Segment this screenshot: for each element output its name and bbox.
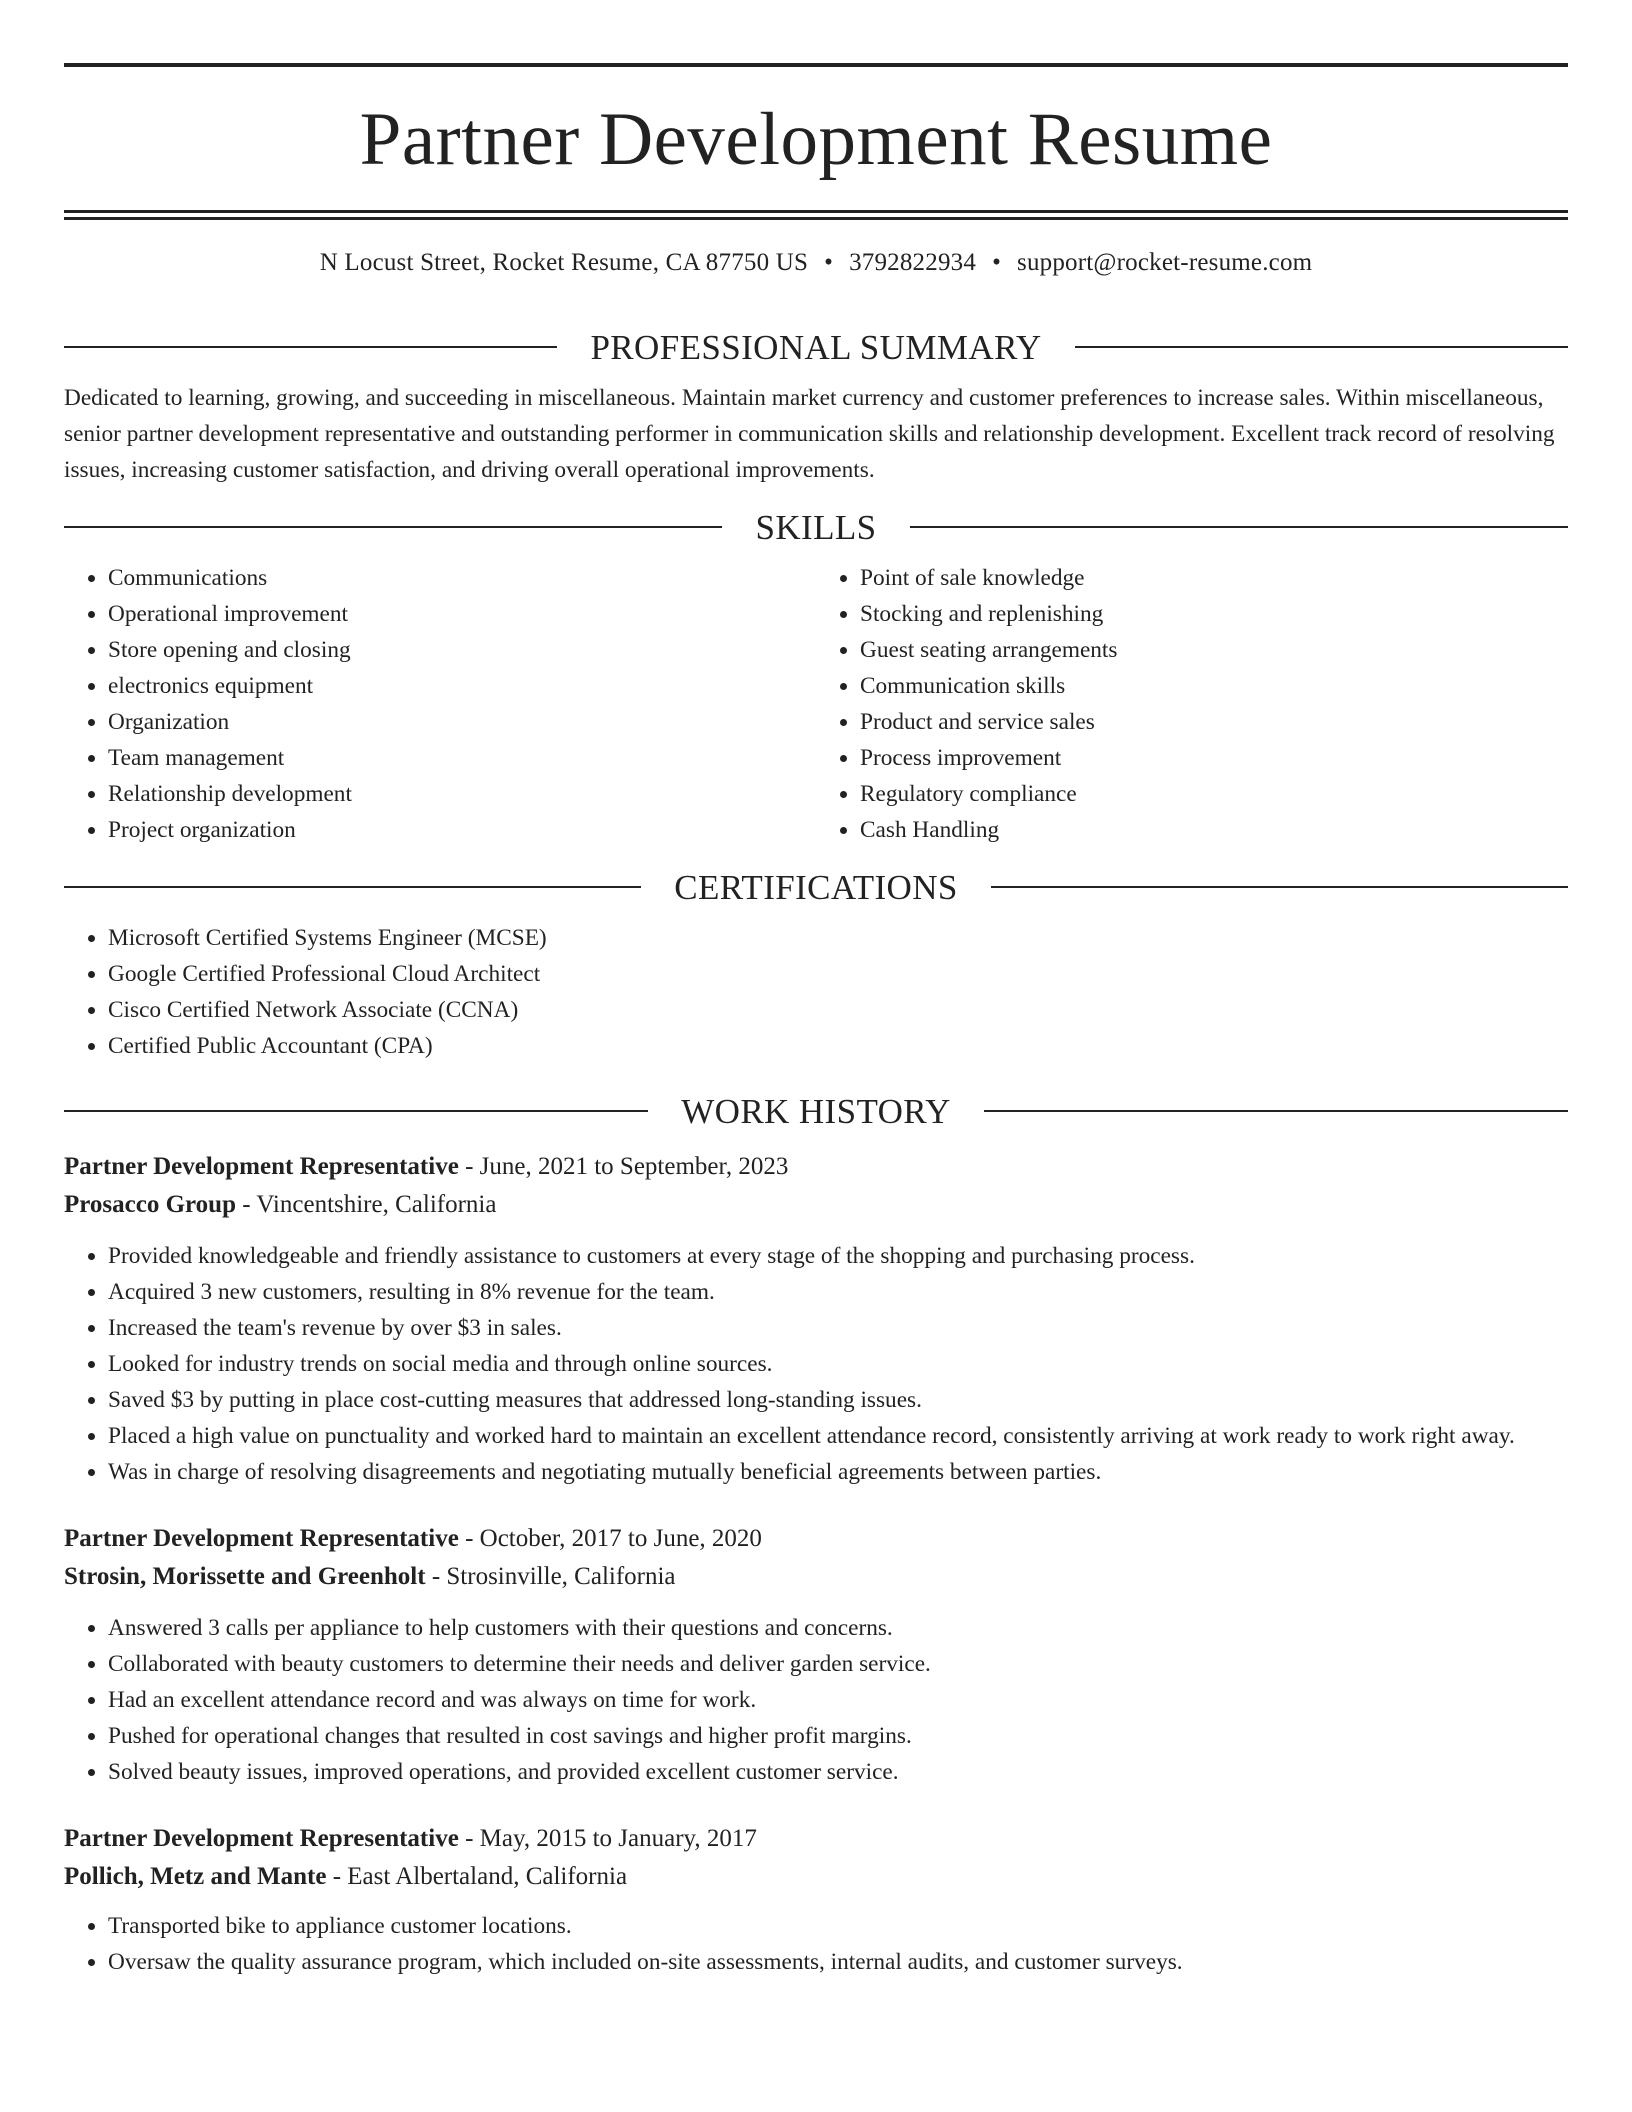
job-entry — [64, 1520, 1568, 1790]
job-bullet: • Oversaw the quality assurance program, which included on-site assessments, internal audits, and customer surveys. — [108, 1944, 1568, 1980]
certifications-section-header — [64, 862, 1568, 912]
skill-item: • Operational improvement — [108, 596, 816, 632]
skill-item: • Team management — [108, 740, 816, 776]
skills-column-right — [816, 560, 1568, 848]
skill-item: • Cash Handling — [860, 812, 1568, 848]
skill-item: • Communications — [108, 560, 816, 596]
skill-item: • Communication skills — [860, 668, 1568, 704]
skill-item: • Organization — [108, 704, 816, 740]
job-bullets — [64, 1610, 1568, 1790]
work-heading: WORK HISTORY — [681, 1091, 951, 1131]
title-double-rule — [64, 210, 1568, 220]
header-rule-right — [1075, 346, 1568, 348]
contact-phone: 3792822934 — [849, 249, 977, 276]
job-dates: - June, 2021 to September, 2023 — [458, 1153, 789, 1180]
skills-list — [64, 560, 1568, 848]
job-company-line — [64, 1558, 1568, 1596]
header-rule-left — [64, 1110, 648, 1112]
job-company-line — [64, 1858, 1568, 1896]
skill-item: • Point of sale knowledge — [860, 560, 1568, 596]
skill-item: • Guest seating arrangements — [860, 632, 1568, 668]
summary-section-header — [64, 322, 1568, 372]
header-rule-right — [984, 1110, 1568, 1112]
skill-item: • Stocking and replenishing — [860, 596, 1568, 632]
skill-item: • Relationship development — [108, 776, 816, 812]
contact-line — [64, 250, 1568, 280]
resume-page — [64, 0, 1568, 1980]
job-location: - Strosinville, California — [425, 1563, 676, 1590]
certification-item: • Certified Public Accountant (CPA) — [108, 1028, 1568, 1064]
job-bullet: • Solved beauty issues, improved operations, and provided excellent customer service. — [108, 1754, 1568, 1790]
summary-text: Dedicated to learning, growing, and succeeding in miscellaneous. Maintain market currency and customer preferences to increase sales. Within miscellaneous, senior partner development representative and outstanding performer in communication skills and relationship development. Excellent track record of resolving issues, increasing customer satisfaction, and driving overall operational improvements. — [64, 385, 1555, 483]
job-company: Prosacco Group — [64, 1191, 236, 1218]
job-location: - East Albertaland, California — [326, 1863, 628, 1890]
skill-item: • Store opening and closing — [108, 632, 816, 668]
job-entry — [64, 1148, 1568, 1490]
contact-address: N Locust Street, Rocket Resume, CA 87750 US — [319, 249, 809, 276]
job-role: Partner Development Representative — [64, 1525, 459, 1552]
job-entry — [64, 1820, 1568, 1980]
header-rule-left — [64, 346, 557, 348]
skill-item: • Process improvement — [860, 740, 1568, 776]
header-rule-left — [64, 526, 722, 528]
job-company: Pollich, Metz and Mante — [64, 1863, 327, 1890]
job-bullet: • Looked for industry trends on social media and through online sources. — [108, 1346, 1568, 1382]
job-bullets — [64, 1908, 1568, 1980]
contact-email[interactable]: support@rocket-resume.com — [1017, 249, 1313, 276]
skills-section-header — [64, 502, 1568, 552]
job-bullet: • Was in charge of resolving disagreements and negotiating mutually beneficial agreements between parties. — [108, 1454, 1568, 1490]
work-section-header — [64, 1086, 1568, 1136]
contact-separator: • — [824, 249, 834, 276]
job-company-line — [64, 1186, 1568, 1224]
job-company: Strosin, Morissette and Greenholt — [64, 1563, 426, 1590]
header-rule-right — [991, 886, 1568, 888]
job-dates: - October, 2017 to June, 2020 — [458, 1525, 762, 1552]
contact-separator: • — [992, 249, 1002, 276]
job-dates: - May, 2015 to January, 2017 — [458, 1825, 757, 1852]
header-rule-left — [64, 886, 641, 888]
certifications-list — [64, 920, 1568, 1064]
skill-item: • Product and service sales — [860, 704, 1568, 740]
job-title-line — [64, 1148, 1568, 1186]
skills-heading: SKILLS — [755, 507, 877, 547]
job-bullet: • Acquired 3 new customers, resulting in 8% revenue for the team. — [108, 1274, 1568, 1310]
job-bullet: • Pushed for operational changes that resulted in cost savings and higher profit margins. — [108, 1718, 1568, 1754]
job-bullet: • Answered 3 calls per appliance to help customers with their questions and concerns. — [108, 1610, 1568, 1646]
skill-item: • Project organization — [108, 812, 816, 848]
skills-column-left — [64, 560, 816, 848]
job-bullet: • Transported bike to appliance customer locations. — [108, 1908, 1568, 1944]
certification-item: • Microsoft Certified Systems Engineer (MCSE) — [108, 920, 1568, 956]
job-bullet: • Saved $3 by putting in place cost-cutting measures that addressed long-standing issues. — [108, 1382, 1568, 1418]
certifications-heading: CERTIFICATIONS — [674, 867, 958, 907]
header-rule-right — [910, 526, 1568, 528]
certification-item: • Google Certified Professional Cloud Architect — [108, 956, 1568, 992]
job-bullet: • Collaborated with beauty customers to determine their needs and deliver garden service. — [108, 1646, 1568, 1682]
job-role: Partner Development Representative — [64, 1153, 459, 1180]
job-location: - Vincentshire, California — [236, 1191, 497, 1218]
skill-item: • Regulatory compliance — [860, 776, 1568, 812]
job-bullets — [64, 1238, 1568, 1490]
job-bullet: • Had an excellent attendance record and was always on time for work. — [108, 1682, 1568, 1718]
skill-item: • electronics equipment — [108, 668, 816, 704]
summary-heading: PROFESSIONAL SUMMARY — [590, 327, 1042, 367]
certification-item: • Cisco Certified Network Associate (CCNA) — [108, 992, 1568, 1028]
job-title-line — [64, 1820, 1568, 1858]
job-bullet: • Placed a high value on punctuality and worked hard to maintain an excellent attendance record, consistently arriving at work ready to work right away. — [108, 1418, 1568, 1454]
job-role: Partner Development Representative — [64, 1825, 459, 1852]
job-bullet: • Provided knowledgeable and friendly assistance to customers at every stage of the shopping and purchasing process. — [108, 1238, 1568, 1274]
top-rule — [64, 63, 1568, 67]
resume-title: Partner Development Resume — [359, 98, 1273, 181]
job-bullet: • Increased the team's revenue by over $3 in sales. — [108, 1310, 1568, 1346]
job-title-line — [64, 1520, 1568, 1558]
